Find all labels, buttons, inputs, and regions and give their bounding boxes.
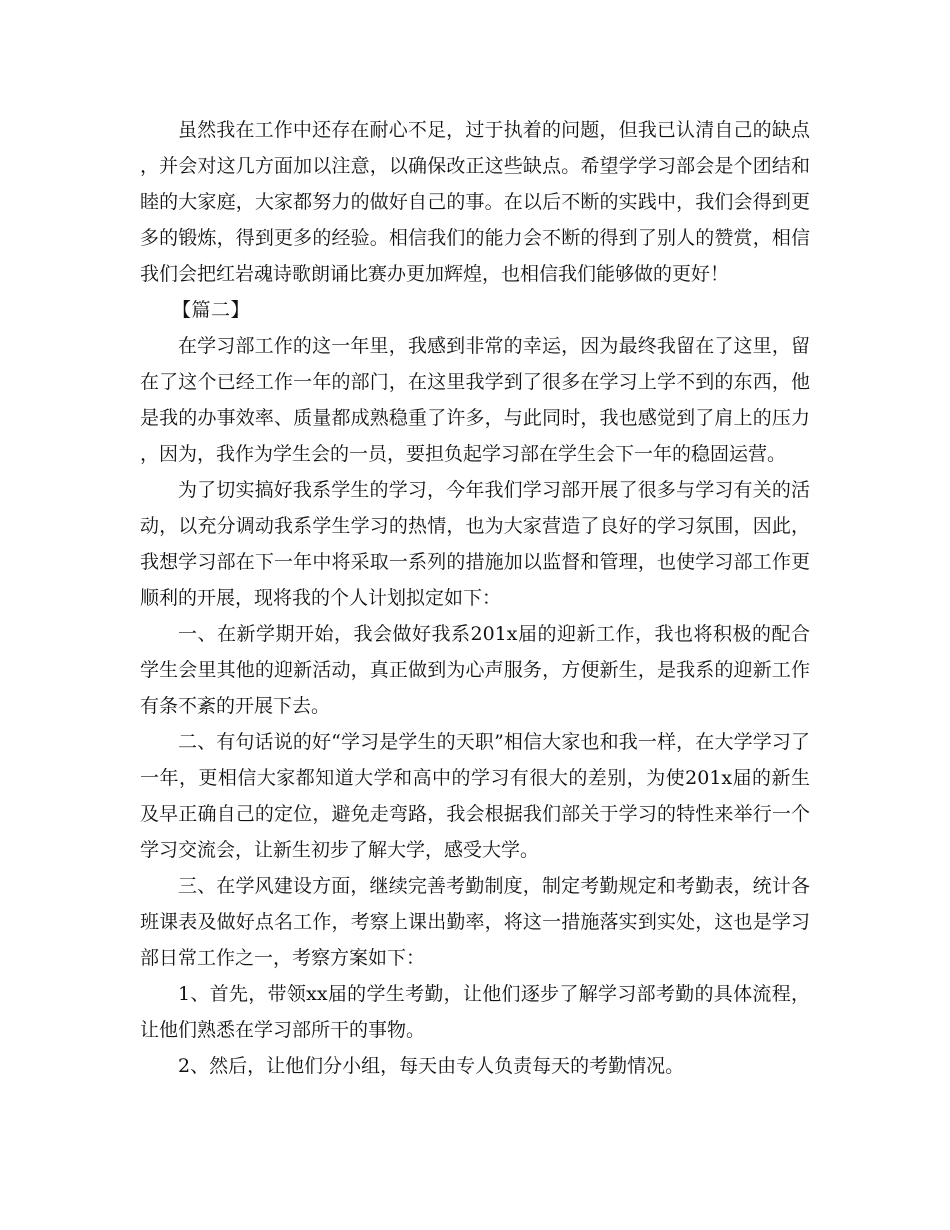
document-body [140,112,810,1084]
paragraph-plan-item-2: 二、有句话说的好“学习是学生的天职”相信大家也和我一样，在大学学习了一年，更相信大家都知道大学和高中的学习有很大的差别，为使201x届的新生及早正确自己的定位，避免走弯路，我会根据我们部关于学习的特性来举行一个学习交流会，让新生初步了解大学，感受大学。 [140,731,810,861]
section-heading-part-two: 【篇二】 [172,299,251,321]
paragraph-intro: 虽然我在工作中还存在耐心不足，过于执着的问题，但我已认清自己的缺点，并会对这几方面加以注意，以确保改正这些缺点。希望学学习部会是个团结和睦的大家庭，大家都努力的做好自己的事。在以后不断的实践中，我们会得到更多的锻炼，得到更多的经验。相信我们的能力会不断的得到了别人的赞赏，相信我们会把红岩魂诗歌朗诵比赛办更加辉煌，也相信我们能够做的更好！ [140,119,810,285]
paragraph-subitem-2: 2、然后，让他们分小组，每天由专人负责每天的考勤情况。 [178,1055,685,1077]
paragraph-plan-item-3: 三、在学风建设方面，继续完善考勤制度，制定考勤规定和考勤表，统计各班课表及做好点名工作，考察上课出勤率，将这一措施落实到实处，这也是学习部日常工作之一，考察方案如下： [140,875,810,969]
paragraph-plan-item-1: 一、在新学期开始，我会做好我系201x届的迎新工作，我也将积极的配合学生会里其他的迎新活动，真正做到为心声服务，方便新生，是我系的迎新工作有条不紊的开展下去。 [140,623,810,717]
paragraph-plan-intro: 为了切实搞好我系学生的学习，今年我们学习部开展了很多与学习有关的活动，以充分调动我系学生学习的热情，也为大家营造了良好的学习氛围，因此，我想学习部在下一年中将采取一系列的措施加以监督和管理，也使学习部工作更顺利的开展，现将我的个人计划拟定如下： [140,479,810,609]
paragraph-subitem-1: 1、首先，带领xx届的学生考勤，让他们逐步了解学习部考勤的具体流程，让他们熟悉在学习部所干的事物。 [140,983,810,1041]
paragraph-work-experience: 在学习部工作的这一年里，我感到非常的幸运，因为最终我留在了这里，留在了这个已经工作一年的部门，在这里我学到了很多在学习上学不到的东西，他是我的办事效率、质量都成熟稳重了许多，与此同时，我也感觉到了肩上的压力，因为，我作为学生会的一员，要担负起学习部在学生会下一年的稳固运营。 [140,335,810,465]
